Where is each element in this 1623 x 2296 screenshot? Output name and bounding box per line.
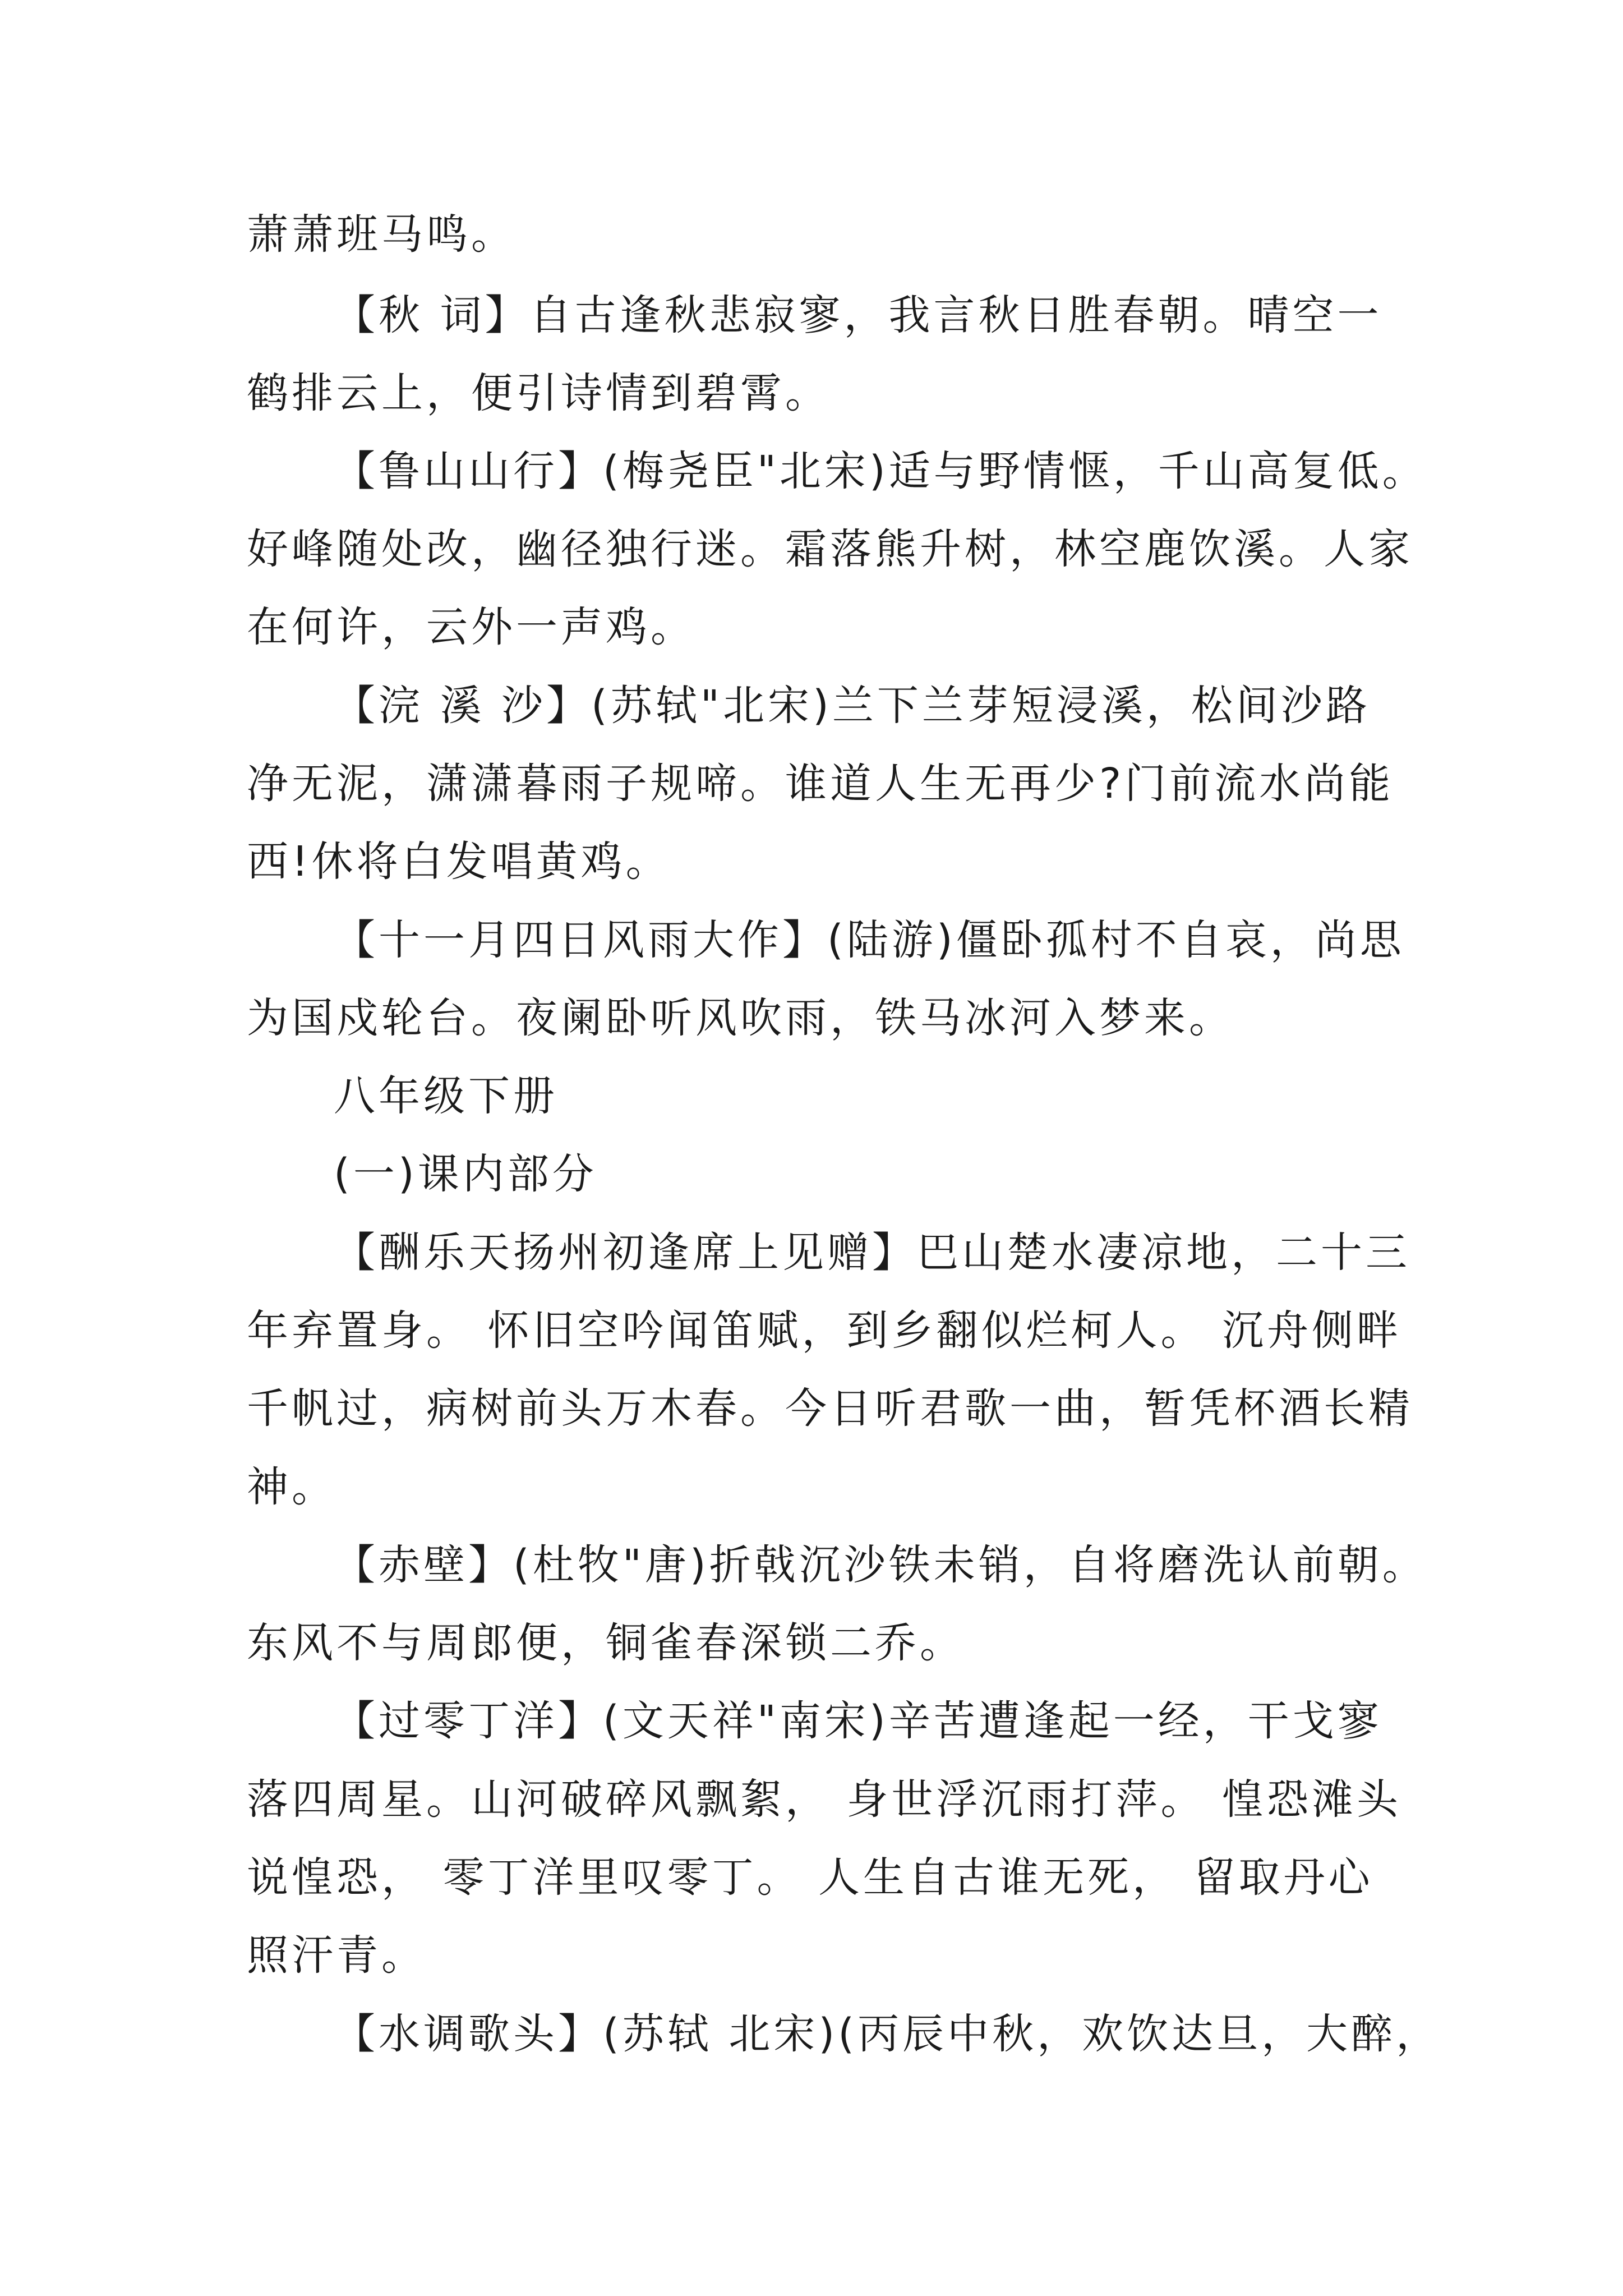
text-line: 好峰随处改，幽径独行迷。霜落熊升树，林空鹿饮溪。人家	[247, 525, 1413, 573]
text-line: 【酬乐天扬州初逢席上见赠】巴山楚水凄凉地，二十三	[334, 1228, 1410, 1277]
subsection-heading: (一)课内部分	[334, 1150, 597, 1198]
text-line: 净无泥，潇潇暮雨子规啼。谁道人生无再少?门前流水尚能	[247, 760, 1394, 808]
text-line: 萧萧班马鸣。	[247, 210, 516, 259]
section-heading: 八年级下册	[334, 1072, 558, 1120]
text-line: 照汗青。	[247, 1931, 426, 1980]
text-line: 鹤排云上，便引诗情到碧霄。	[247, 369, 830, 417]
text-line: 年弃置身。 怀旧空吟闻笛赋，到乡翻似烂柯人。 沉舟侧畔	[247, 1306, 1402, 1355]
text-line: 东风不与周郎便，铜雀春深锁二乔。	[247, 1619, 965, 1667]
text-line: 千帆过，病树前头万木春。今日听君歌一曲，暂凭杯酒长精	[247, 1384, 1413, 1433]
text-line: 在何许，云外一声鸡。	[247, 603, 695, 651]
text-line: 西!休将白发唱黄鸡。	[247, 838, 671, 886]
text-line: 【十一月四日风雨大作】(陆游)僵卧孤村不自哀，尚思	[334, 916, 1405, 964]
text-line: 【赤壁】(杜牧"唐)折戟沉沙铁未销，自将磨洗认前朝。	[334, 1541, 1427, 1589]
text-line: 落四周星。山河破碎风飘絮， 身世浮沉雨打萍。 惶恐滩头	[247, 1775, 1402, 1824]
text-line: 【过零丁洋】(文天祥"南宋)辛苦遭逢起一经，干戈寥	[334, 1697, 1382, 1745]
text-line: 【鲁山山行】(梅尧臣"北宋)适与野情惬，千山高复低。	[334, 447, 1427, 495]
text-line: 为国戍轮台。夜阑卧听风吹雨，铁马冰河入梦来。	[247, 994, 1234, 1042]
text-line: 神。	[247, 1463, 336, 1511]
text-line: 说惶恐， 零丁洋里叹零丁。 人生自古谁无死， 留取丹心	[247, 1853, 1373, 1902]
text-line: 【水调歌头】(苏轼 北宋)(丙辰中秋，欢饮达旦，大醉，	[334, 2010, 1441, 2058]
text-line: 【浣 溪 沙】(苏轼"北宋)兰下兰芽短浸溪，松间沙路	[334, 682, 1371, 730]
text-line: 【秋 词】自古逢秋悲寂寥，我言秋日胜春朝。晴空一	[334, 291, 1382, 339]
